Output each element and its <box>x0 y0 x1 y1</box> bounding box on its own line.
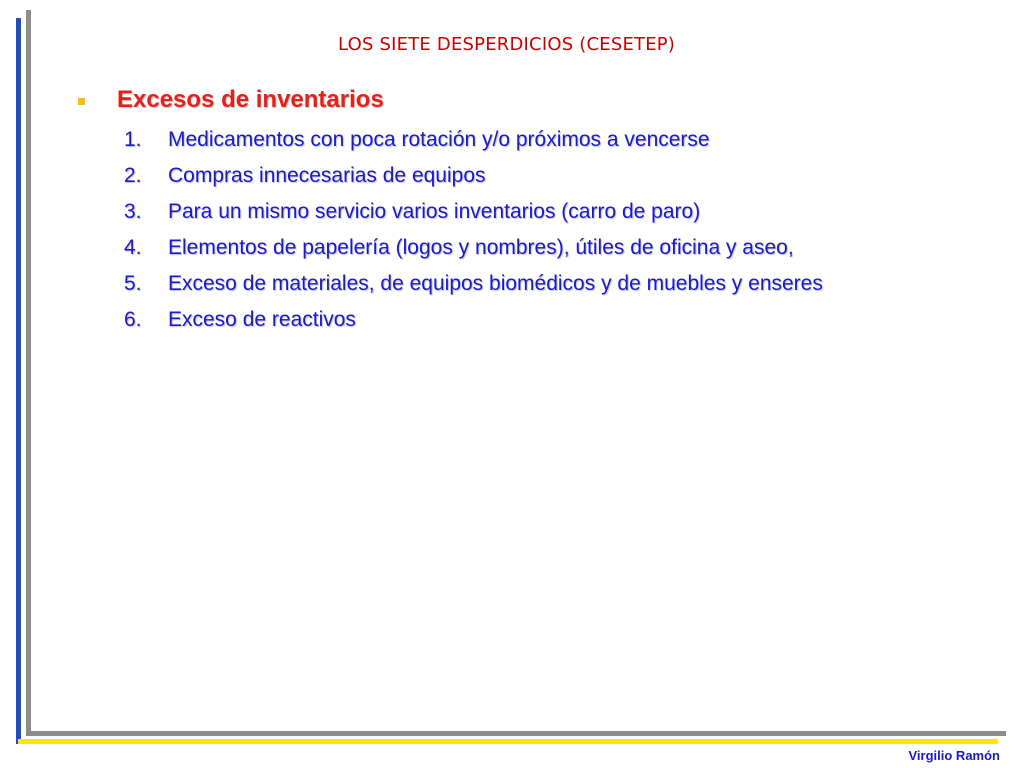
list-item <box>124 122 823 158</box>
list-item-number: 2. <box>124 164 142 187</box>
section-header <box>78 86 823 114</box>
list-item <box>124 266 823 302</box>
list-item-number: 5. <box>124 272 142 295</box>
footer-author: Virgilio Ramón <box>908 748 1000 763</box>
frame-bar-blue-left <box>16 18 21 744</box>
list-item-text: Para un mismo servicio varios inventarios (carro de paro) <box>168 200 701 223</box>
list-item-number: 6. <box>124 308 142 331</box>
frame-bar-gray-left <box>26 10 31 736</box>
list-item <box>124 158 823 194</box>
list-item-text: Compras innecesarias de equipos <box>168 164 486 187</box>
list-item <box>124 230 823 266</box>
list-item-number: 3. <box>124 200 142 223</box>
slide-title: LOS SIETE DESPERDICIOS (CESETEP) <box>338 34 676 55</box>
section-heading: Excesos de inventarios <box>117 86 384 113</box>
list-item <box>124 302 823 338</box>
list-item-number: 4. <box>124 236 142 259</box>
list-item-text: Elementos de papelería (logos y nombres), útiles de oficina y aseo, <box>168 236 794 259</box>
square-bullet-icon <box>78 98 85 105</box>
list-item-text: Exceso de materiales, de equipos biomédicos y de muebles y enseres <box>168 272 823 295</box>
numbered-list <box>124 122 823 338</box>
frame-bar-gray-bottom <box>26 731 1006 736</box>
content-section <box>78 86 823 338</box>
list-item-text: Exceso de reactivos <box>168 308 356 331</box>
list-item-number: 1. <box>124 128 142 151</box>
frame-bar-yellow-bottom <box>18 739 998 744</box>
list-item <box>124 194 823 230</box>
list-item-text: Medicamentos con poca rotación y/o próximos a vencerse <box>168 128 710 151</box>
